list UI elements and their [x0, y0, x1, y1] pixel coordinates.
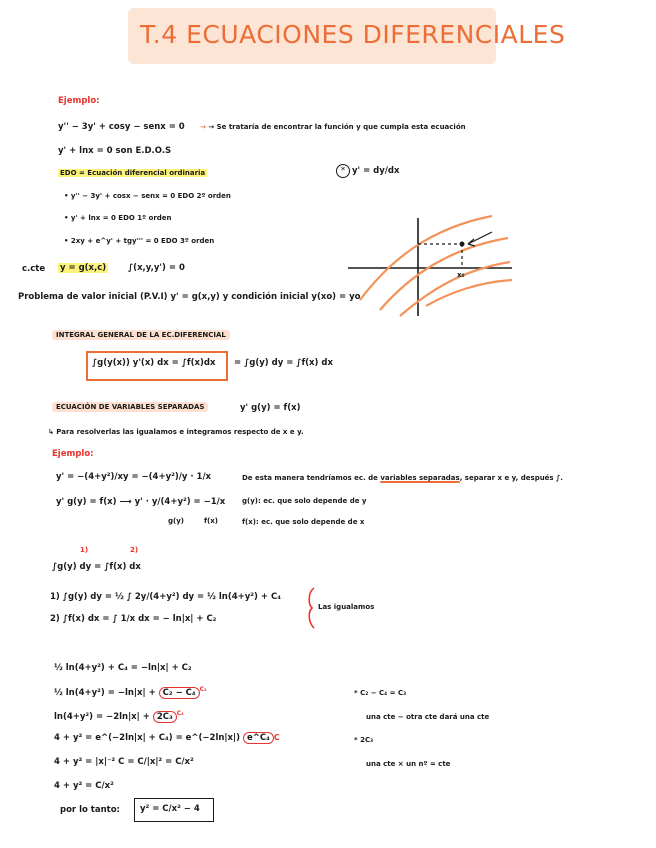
solution-step-4: 4 + y² = e^(−2ln|x| + C₄) = e^(−2ln|x|) e^C₄ C — [54, 733, 280, 743]
separadas-explanation-2: g(y): ec. que solo depende de y — [242, 497, 367, 505]
cste-function: y = g(x,c) — [60, 263, 107, 273]
ejemplo-label: Ejemplo: — [58, 96, 100, 106]
intro-eq1: y'' − 3y' + cosy − senx = 0 — [58, 122, 185, 132]
integration-line-2: 2) ∫f(x) dx = ∫ 1/x dx = − ln|x| + C₂ — [50, 614, 217, 624]
ejemplo2-label: Ejemplo: — [52, 449, 94, 459]
solution-step-5: 4 + y² = |x|⁻² C = C/|x|² = C/x² — [54, 757, 194, 767]
integration-main: ∫g(y) dy = ∫f(x) dx — [52, 562, 141, 572]
separadas-g-label: g(y) — [168, 517, 184, 525]
star-circle-icon: * — [336, 164, 350, 178]
integration-mark-2: 2) — [130, 546, 139, 554]
edo-example-1: • y'' − 3y' + cosx − senx = 0 EDO 2º orden — [64, 192, 231, 200]
side-note-1: * C₂ − C₄ = C₃ — [354, 689, 407, 697]
separadas-explanation-1: De esta manera tendríamos ec. de variables separadas, separar x e y, después ∫. — [242, 474, 563, 482]
cste-label: c.cte — [22, 264, 46, 274]
separadas-explanation-3: f(x): ec. que solo depende de x — [242, 518, 365, 526]
pvi-statement: Problema de valor inicial (P.V.I) y' = g(x,y) y condición inicial y(xo) = yo — [18, 292, 361, 302]
integral-general-boxed: ∫g(y(x)) y'(x) dx = ∫f(x)dx — [92, 358, 216, 368]
separadas-eq-b: y' g(y) = f(x) ⟶ y' · y/(4+y²) = −1/x — [56, 497, 226, 507]
side-note-3: * 2C₃ — [354, 736, 374, 744]
separadas-form: y' g(y) = f(x) — [240, 403, 301, 413]
separadas-heading: ECUACIÓN DE VARIABLES SEPARADAS — [52, 403, 208, 411]
solution-step-1: ½ ln(4+y²) + C₄ = −ln|x| + C₂ — [54, 663, 192, 673]
edo-definition: EDO = Ecuación diferencial ordinaria — [60, 169, 206, 177]
edo-example-2: • y' + lnx = 0 EDO 1º orden — [64, 214, 172, 222]
brace-note: Las igualamos — [318, 603, 375, 611]
intro-eq2: y' + lnx = 0 son E.D.O.S — [58, 146, 172, 156]
intro-eq1-note: → → Se trataría de encontrar la función y que cumpla esta ecuación — [200, 123, 466, 131]
side-note-2: una cte − otra cte dará una cte — [366, 713, 490, 721]
integration-line-1: 1) ∫g(y) dy = ½ ∫ 2y/(4+y²) dy = ½ ln(4+y²) + C₄ — [50, 592, 281, 602]
side-note-4: una cte × un nº = cte — [366, 760, 451, 768]
separadas-eq-a: y' = −(4+y²)/xy = −(4+y²)/y · 1/x — [56, 472, 212, 482]
solution-step-6: 4 + y² = C/x² — [54, 781, 114, 791]
edo-example-3: • 2xy + e^y' + tgy''' = 0 EDO 3º orden — [64, 237, 215, 245]
integral-general-rest: = ∫g(y) dy = ∫f(x) dx — [234, 358, 333, 368]
integration-mark-1: 1) — [80, 546, 89, 554]
separadas-f-label: f(x) — [204, 517, 218, 525]
page-title: T.4 ECUACIONES DIFERENCIALES — [140, 20, 566, 49]
cste-integral: ∫(x,y,y') = 0 — [128, 263, 185, 273]
solution-step-2: ½ ln(4+y²) = −ln|x| + C₂ − C₄ $^{C_3}$ — [54, 686, 207, 698]
solution-step-3: ln(4+y²) = −2ln|x| + 2C₃ $^{C_4}$ — [54, 710, 184, 722]
separadas-note: ↳ Para resolverlas las igualamos e integramos respecto de x e y. — [48, 428, 304, 436]
derivative-definition: y' = dy/dx — [352, 166, 400, 176]
final-label: por lo tanto: — [60, 805, 120, 815]
integral-general-heading: INTEGRAL GENERAL DE LA EC.DIFERENCIAL — [52, 331, 230, 339]
final-answer: y² = C/x² − 4 — [140, 804, 200, 814]
graph-x0-label: x₀ — [457, 271, 465, 279]
